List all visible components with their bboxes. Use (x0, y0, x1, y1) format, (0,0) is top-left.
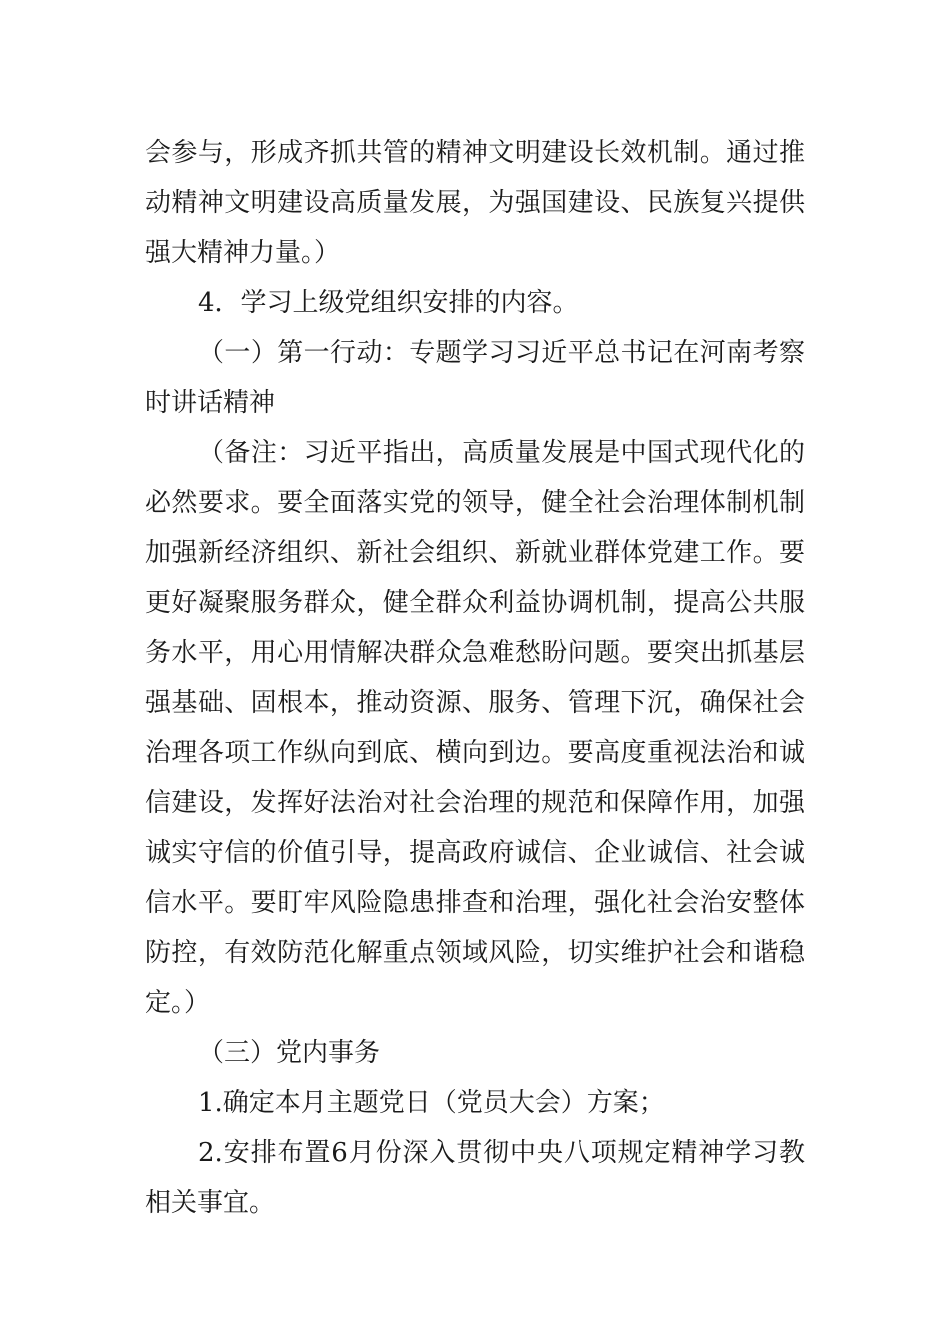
subsection-heading: （一）第一行动：专题学习习近平总书记在河南考察 (198, 338, 805, 368)
list-item-continued: 相关事宜。 (145, 1188, 276, 1218)
note-text-line: 必然要求。要全面落实党的领导，健全社会治理体制机制 (145, 488, 805, 518)
note-text-line: 诚实守信的价值引导，提高政府诚信、企业诚信、社会诚 (145, 838, 805, 868)
note-text-line: 信水平。要盯牢风险隐患排查和治理，强化社会治安整体 (145, 888, 805, 918)
body-text-line: 动精神文明建设高质量发展，为强国建设、民族复兴提供 (145, 188, 805, 218)
note-text-line: 定。） (145, 988, 211, 1018)
body-text-line: 会参与，形成齐抓共管的精神文明建设长效机制。通过推 (145, 138, 805, 168)
body-text-line: 强大精神力量。） (145, 238, 341, 268)
list-item: 1.确定本月主题党日（党员大会）方案； (198, 1088, 665, 1118)
note-text-line: 务水平，用心用情解决群众急难愁盼问题。要突出抓基层 (145, 638, 805, 668)
list-item: 2.安排布置6月份深入贯彻中央八项规定精神学习教 (198, 1138, 805, 1168)
subsection-heading: （三）党内事务 (198, 1038, 381, 1068)
subsection-heading-continued: 时讲话精神 (145, 388, 276, 418)
note-text-line: 治理各项工作纵向到底、横向到边。要高度重视法治和诚 (145, 738, 805, 768)
note-text-line: 防控，有效防范化解重点领域风险，切实维护社会和谐稳 (145, 938, 805, 968)
note-text-line: （备注：习近平指出，高质量发展是中国式现代化的 (198, 438, 805, 468)
note-text-line: 加强新经济组织、新社会组织、新就业群体党建工作。要 (145, 538, 805, 568)
note-text-line: 强基础、固根本，推动资源、服务、管理下沉，确保社会 (145, 688, 805, 718)
note-text-line: 更好凝聚服务群众，健全群众利益协调机制，提高公共服 (145, 588, 805, 618)
section-heading: 4．学习上级党组织安排的内容。 (198, 288, 579, 318)
note-text-line: 信建设，发挥好法治对社会治理的规范和保障作用，加强 (145, 788, 805, 818)
